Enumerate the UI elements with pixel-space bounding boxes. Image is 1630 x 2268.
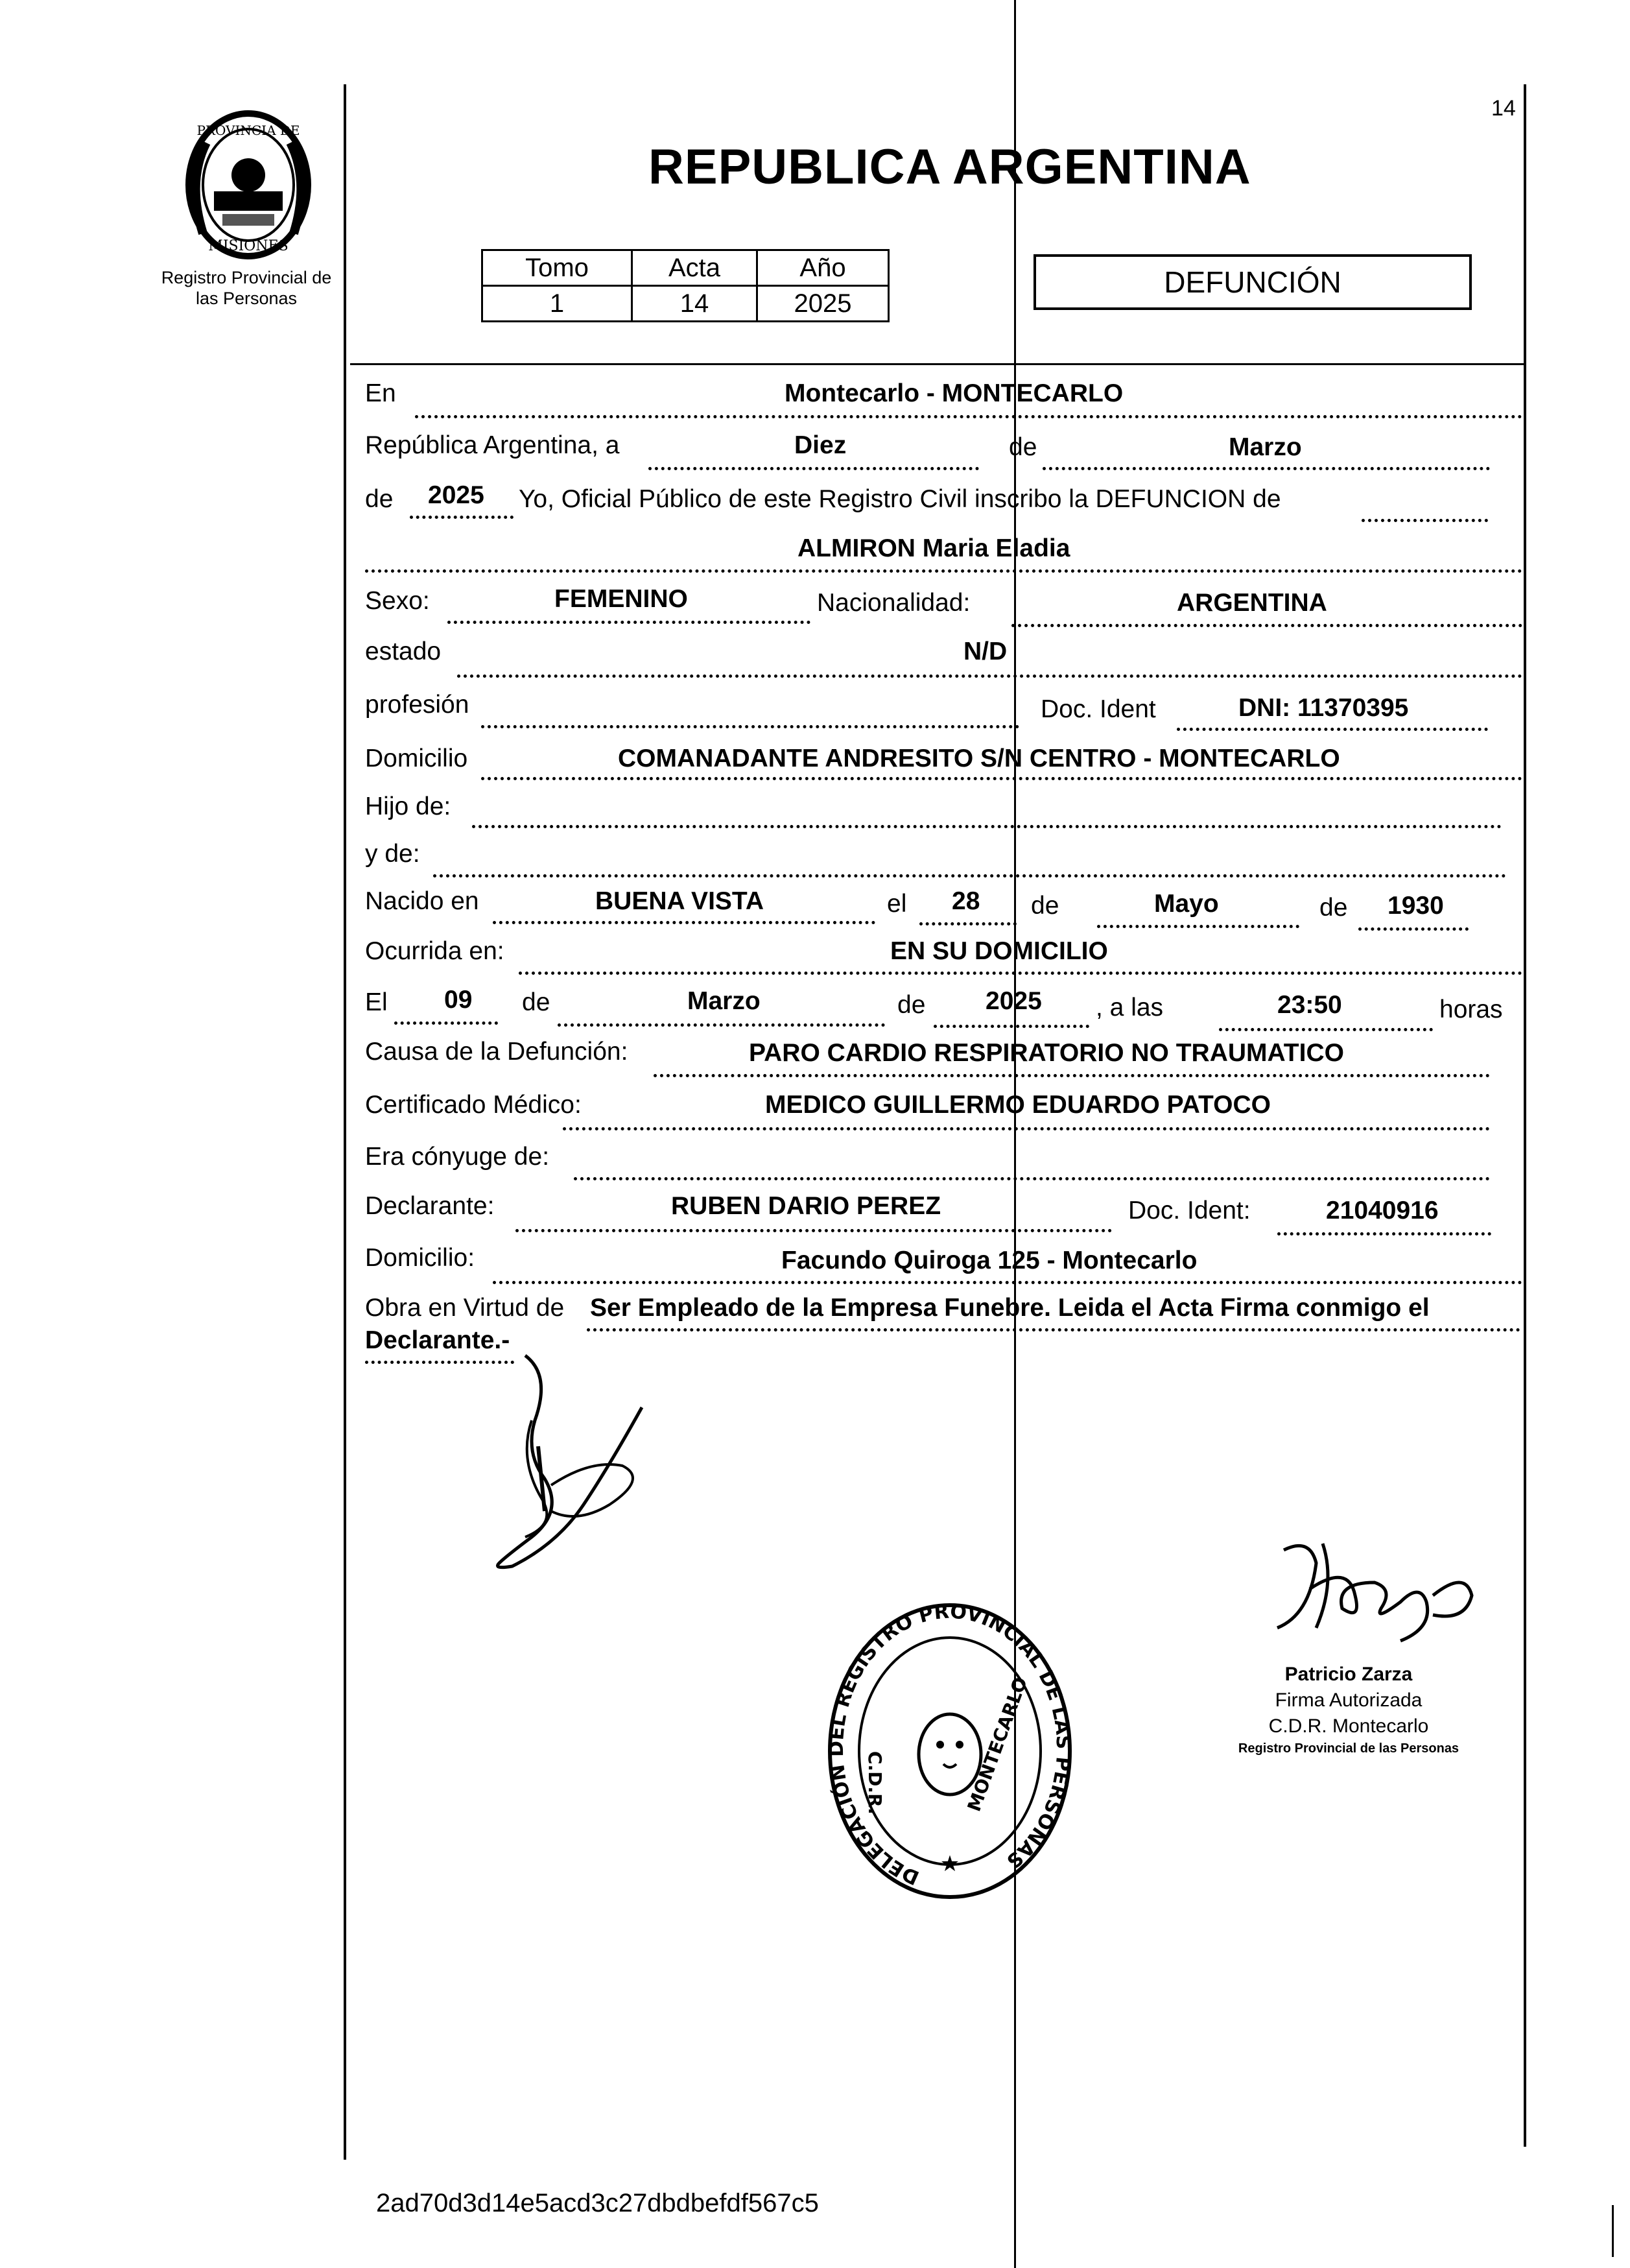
record-table-value-row — [482, 286, 889, 322]
svg-text:PROVINCIA DE: PROVINCIA DE — [196, 123, 300, 138]
domicilio2-value: Facundo Quiroga 125 - Montecarlo — [781, 1247, 1198, 1274]
value-acta: 14 — [632, 286, 757, 322]
republica-label: República Argentina, a — [365, 431, 620, 459]
document-hash: 2ad70d3d14e5acd3c27dbdbefdf567c5 — [376, 2189, 819, 2217]
horas-label: horas — [1439, 996, 1503, 1023]
registry-label — [139, 267, 353, 309]
dotted-line — [493, 1281, 1522, 1284]
dotted-line — [574, 1177, 1490, 1180]
causa-label: Causa de la Defunción: — [365, 1038, 628, 1066]
scan-edge-mark — [1612, 2205, 1614, 2257]
de-label: de — [1009, 433, 1037, 461]
birth-year: 1930 — [1388, 892, 1444, 920]
dotted-line — [410, 516, 514, 519]
signature-line3: Registro Provincial de las Personas — [1238, 1741, 1459, 1756]
dotted-line — [415, 415, 1522, 418]
dotted-line — [1277, 1232, 1491, 1235]
nacido-label: Nacido en — [365, 887, 479, 915]
nacido-value: BUENA VISTA — [595, 887, 764, 915]
nacionalidad-label: Nacionalidad: — [817, 589, 971, 617]
dotted-line — [515, 1229, 1112, 1232]
year-value: 2025 — [428, 481, 484, 509]
day-words: Diez — [794, 431, 847, 459]
ocurrida-label: Ocurrida en: — [365, 937, 504, 965]
sexo-label: Sexo: — [365, 587, 430, 615]
deceased-name: ALMIRON Maria Eladia — [797, 534, 1070, 562]
dotted-line — [481, 777, 1522, 780]
profesion-label: profesión — [365, 691, 469, 719]
left-margin-rule — [344, 84, 346, 2160]
el-label: el — [887, 890, 907, 918]
death-time: 23:50 — [1277, 991, 1342, 1019]
obra-label: Obra en Virtud de — [365, 1294, 565, 1322]
record-table-header-row — [482, 250, 889, 286]
causa-value: PARO CARDIO RESPIRATORIO NO TRAUMATICO — [749, 1039, 1344, 1067]
header-acta: Acta — [632, 250, 757, 286]
dotted-line — [394, 1021, 498, 1025]
dotted-line — [919, 922, 1017, 925]
declarante-doc-value: 21040916 — [1326, 1197, 1439, 1224]
form-top-rule — [350, 363, 1524, 365]
hijo-de-label: Hijo de: — [365, 793, 451, 820]
de-label-4: de — [522, 988, 550, 1016]
svg-text:★: ★ — [939, 1851, 960, 1877]
domicilio2-label: Domicilio: — [365, 1244, 475, 1272]
declarante-doc-label: Doc. Ident: — [1128, 1197, 1251, 1224]
declarante-value: RUBEN DARIO PEREZ — [671, 1192, 941, 1220]
doc-ident-label: Doc. Ident — [1041, 695, 1156, 723]
oficial-text: Yo, Oficial Público de este Registro Civil inscribo la DEFUNCION de — [519, 485, 1281, 513]
el-label-2: El — [365, 988, 388, 1016]
official-stamp — [823, 1599, 1076, 1904]
birth-day: 28 — [952, 887, 980, 915]
svg-text:MISIONES: MISIONES — [208, 238, 289, 254]
birth-month: Mayo — [1154, 890, 1219, 918]
dotted-line — [457, 674, 1522, 678]
conyuge-label: Era cónyuge de: — [365, 1143, 550, 1171]
signature-line2: C.D.R. Montecarlo — [1268, 1715, 1429, 1737]
dotted-line — [934, 1025, 1089, 1028]
dotted-line — [558, 1023, 885, 1027]
authorized-signature — [1271, 1524, 1485, 1654]
year-prefix-label: de — [365, 485, 394, 513]
de-label-5: de — [897, 991, 926, 1019]
en-label: En — [365, 379, 396, 407]
right-margin-rule — [1524, 84, 1526, 2147]
dotted-line — [563, 1127, 1490, 1130]
death-year: 2025 — [986, 987, 1042, 1015]
dotted-line — [481, 725, 1019, 728]
declarant-signature — [480, 1349, 661, 1582]
document-type-box: DEFUNCIÓN — [1034, 254, 1472, 310]
header-tomo: Tomo — [482, 250, 632, 286]
svg-text:MONTECARLO: MONTECARLO — [963, 1674, 1032, 1815]
estado-label: estado — [365, 638, 442, 665]
dotted-line — [519, 972, 1522, 975]
svg-text:DELEGACIÓN DEL REGISTRO PROVIN: DELEGACIÓN DEL REGISTRO PROVINCIAL DE LAS PERSONAS — [825, 1600, 1075, 1889]
death-month: Marzo — [687, 987, 761, 1015]
value-anio: 2025 — [757, 286, 889, 322]
estado-value: N/D — [963, 638, 1008, 665]
death-day: 09 — [444, 986, 473, 1014]
obra-value-line2: Declarante.- — [365, 1326, 510, 1354]
month-words: Marzo — [1229, 433, 1302, 461]
doc-ident-value: DNI: 11370395 — [1238, 694, 1409, 722]
signer-name: Patricio Zarza — [1284, 1664, 1413, 1685]
certificado-value: MEDICO GUILLERMO EDUARDO PATOCO — [765, 1091, 1271, 1119]
y-de-label: y de: — [365, 840, 420, 868]
sexo-value: FEMENINO — [554, 585, 688, 613]
header-anio: Año — [757, 250, 889, 286]
scan-fold-line — [1014, 0, 1016, 2268]
registry-label-line1: Registro Provincial de — [161, 268, 332, 287]
page-number: 14 — [1491, 96, 1516, 121]
provincial-emblem — [167, 104, 329, 266]
dotted-line — [447, 621, 810, 624]
dotted-line — [493, 921, 875, 924]
dotted-line — [1043, 467, 1490, 470]
dotted-line — [1219, 1028, 1433, 1031]
dotted-line — [1177, 728, 1488, 731]
dotted-line — [1097, 925, 1299, 928]
signature-line1: Firma Autorizada — [1275, 1689, 1423, 1711]
dotted-line — [1362, 519, 1488, 522]
domicilio-label: Domicilio — [365, 745, 468, 772]
obra-value: Ser Empleado de la Empresa Funebre. Leida el Acta Firma conmigo el — [590, 1294, 1430, 1322]
dotted-line — [433, 874, 1506, 877]
place-value: Montecarlo - MONTECARLO — [785, 379, 1124, 407]
de-label-3: de — [1319, 894, 1348, 922]
dotted-line — [648, 467, 979, 470]
svg-text:C.D.R.: C.D.R. — [864, 1751, 886, 1815]
a-las-label: , a las — [1096, 994, 1164, 1021]
certificado-label: Certificado Médico: — [365, 1091, 582, 1119]
dotted-line — [587, 1328, 1520, 1331]
domicilio-value: COMANADANTE ANDRESITO S/N CENTRO - MONTECARLO — [618, 745, 1340, 772]
declarante-label: Declarante: — [365, 1192, 495, 1220]
ocurrida-value: EN SU DOMICILIO — [890, 937, 1108, 965]
registry-label-line2: las Personas — [195, 289, 298, 308]
dotted-line — [1011, 624, 1522, 627]
de-label-2: de — [1031, 892, 1059, 920]
record-table — [481, 249, 890, 322]
dotted-line — [472, 825, 1502, 828]
nacionalidad-value: ARGENTINA — [1177, 589, 1327, 617]
dotted-line — [1358, 927, 1469, 931]
value-tomo: 1 — [482, 286, 632, 322]
dotted-line — [654, 1074, 1490, 1077]
dotted-line — [365, 569, 1522, 573]
document-title: REPUBLICA ARGENTINA — [648, 139, 1251, 195]
